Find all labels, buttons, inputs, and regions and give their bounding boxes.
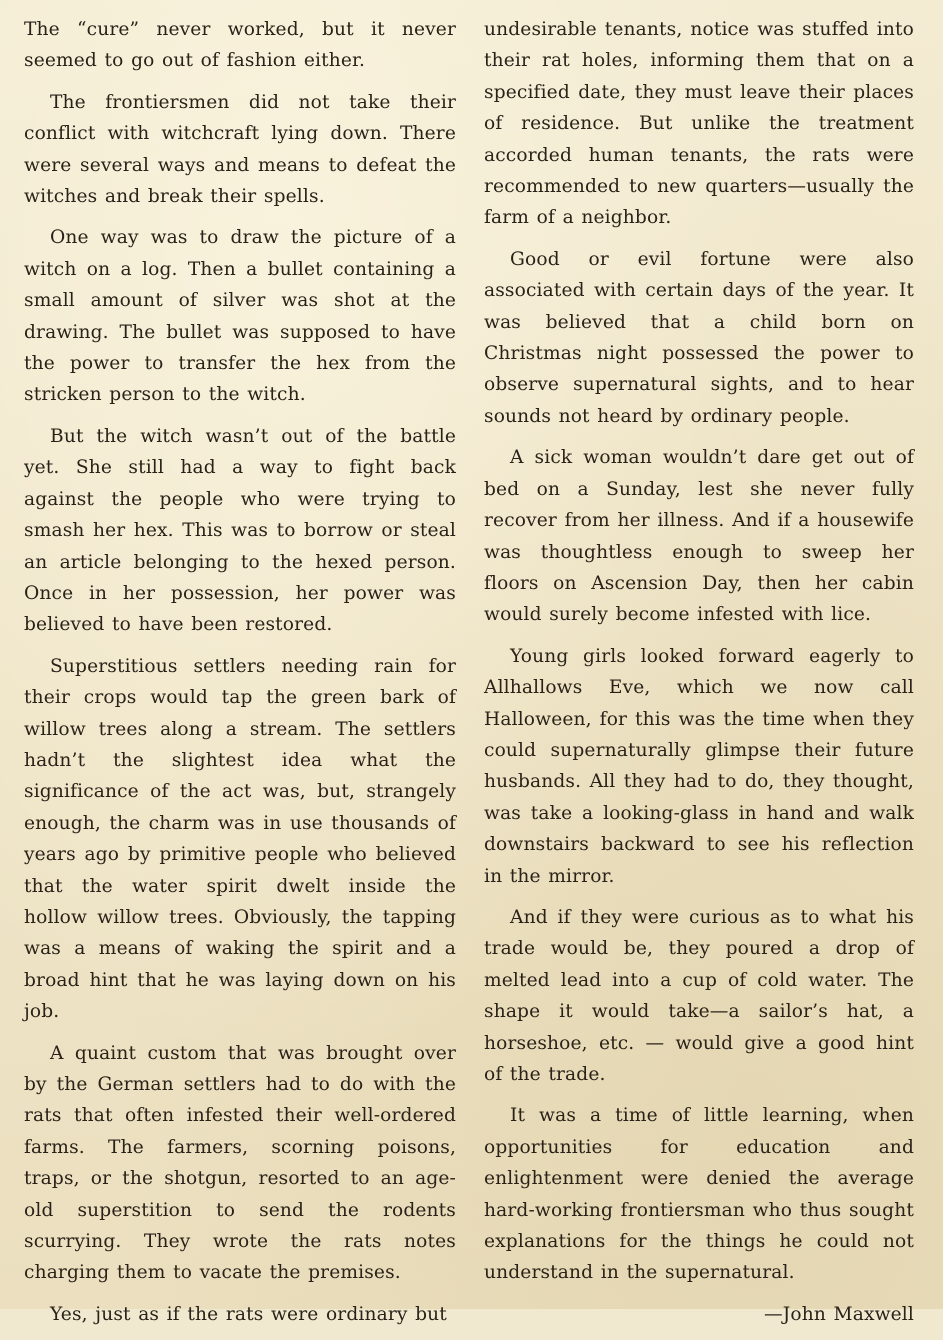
paragraph: It was a time of little learning, when opportunities for education and enlightenment were denied the average hard-working frontiersman who thus sought explanations for the things he could not understand in the supernatural.: [484, 1105, 914, 1284]
paragraph: Young girls looked forward eagerly to Allhallows Eve, which we now call Halloween, for this was the time when they could supernaturally glimpse their future husbands. All they had to do, they thought, was take a looking-glass in hand and walk downstairs backward to see his reflection in the mirror.: [484, 645, 914, 887]
left-column: [24, 14, 456, 1340]
right-column: [484, 14, 914, 1330]
paragraph: Superstitious settlers needing rain for their crops would tap the green bark of willow trees along a stream. The settlers hadn’t the slightest idea what the significance of the act was, but, strangely enough, the charm was in use thousands of years ago by primitive people who believed that the water spirit dwelt inside the hollow willow trees. Obviously, the tapping was a means of waking the spirit and a broad hint that he was laying down on his job.: [24, 655, 456, 1023]
paragraph: And if they were curious as to what his trade would be, they poured a drop of melted lead into a cup of cold water. The shape it would take—a sailor’s hat, a horseshoe, etc. — would give a good hint of the trade.: [484, 906, 914, 1085]
paragraph: One way was to draw the picture of a witch on a log. Then a bullet containing a small amount of silver was shot at the drawing. The bullet was supposed to have the power to transfer the hex from the stricken person to the witch.: [24, 227, 456, 406]
paragraph: undesirable tenants, notice was stuffed into their rat holes, informing them that on a specified date, they must leave their places of residence. But unlike the treatment accorded human tenants, the rats were recommended to new quarters—usually the farm of a neighbor.: [484, 19, 914, 229]
paragraph: Yes, just as if the rats were ordinary but: [50, 1303, 447, 1325]
paragraph: A sick woman wouldn’t dare get out of bed on a Sunday, lest she never fully recover from her illness. And if a housewife was thoughtless enough to sweep her floors on Ascension Day, then her cabin would surely become infested with lice.: [484, 447, 914, 626]
paragraph: A quaint custom that was brought over by the German settlers had to do with the rats that often infested their well-ordered farms. The farmers, scorning poisons, traps, or the shotgun, resorted to an age-old superstition to send the rodents scurrying. They wrote the rats notes charging them to vacate the premises.: [24, 1042, 456, 1284]
paragraph: The “cure” never worked, but it never seemed to go out of fashion either.: [24, 19, 456, 72]
author-signature: —John Maxwell: [764, 1303, 914, 1325]
paragraph: But the witch wasn’t out of the battle yet. She still had a way to fight back against the people who were trying to smash her hex. This was to borrow or steal an article belonging to the hexed person. Once in her possession, her power was believed to have been restored.: [24, 425, 456, 636]
paragraph: The frontiersmen did not take their conflict with witchcraft lying down. There were several ways and means to defeat the witches and break their spells.: [24, 91, 456, 208]
paragraph: Good or evil fortune were also associated with certain days of the year. It was believed that a child born on Christmas night possessed the power to observe supernatural sights, and to hear sounds not heard by ordinary people.: [484, 248, 914, 427]
